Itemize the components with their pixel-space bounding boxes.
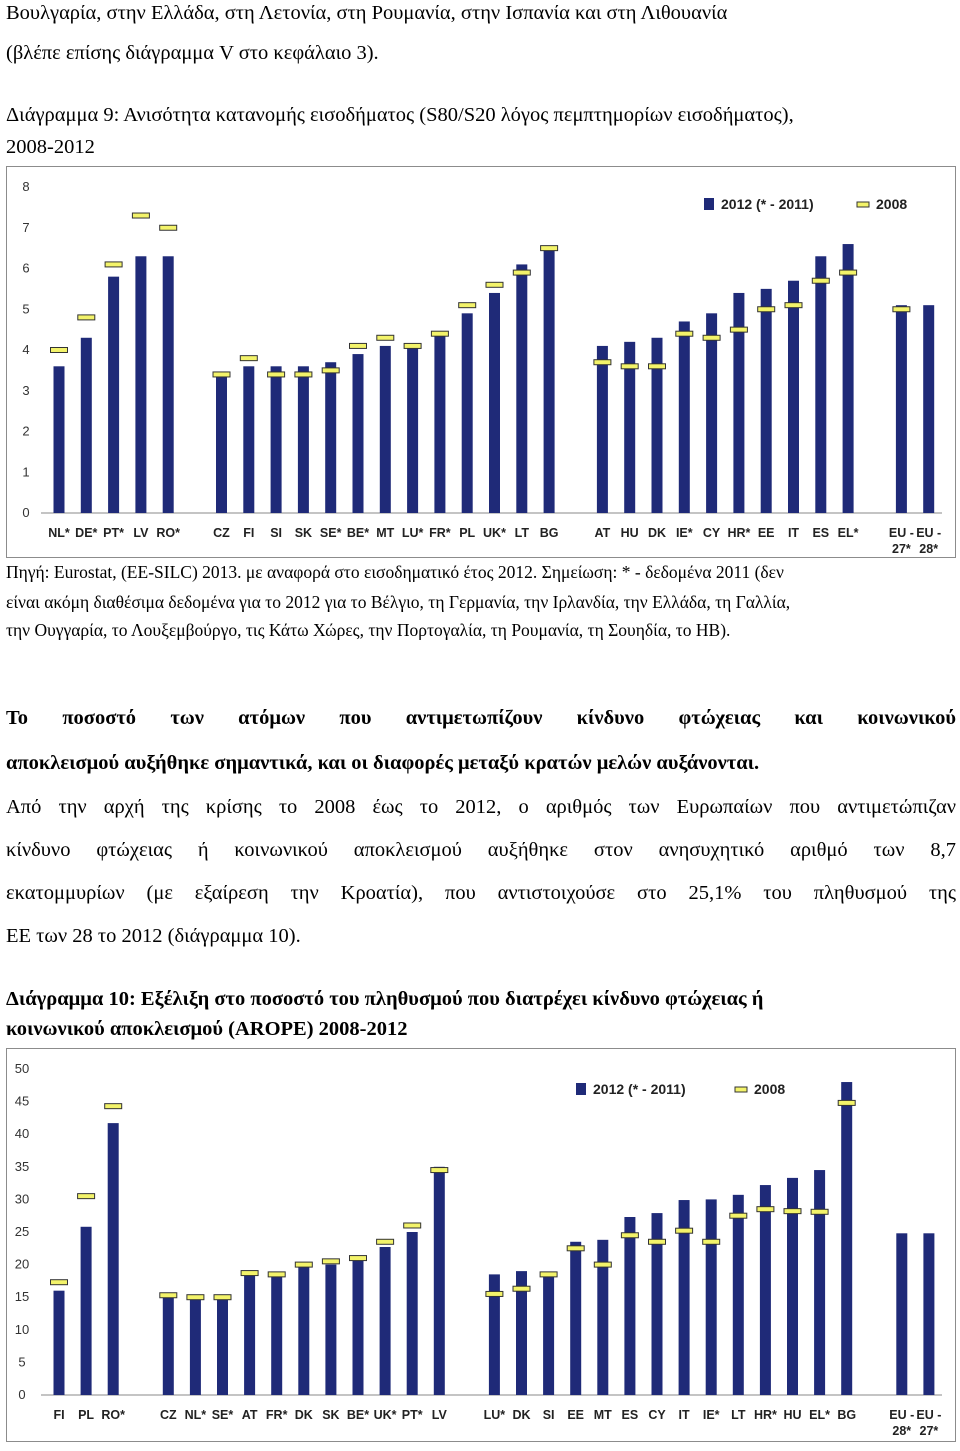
- marker-2008: [431, 1168, 448, 1173]
- bar: [923, 305, 934, 513]
- marker-2008: [540, 1272, 557, 1277]
- y-tick-label: 6: [22, 260, 30, 276]
- bar: [679, 321, 690, 513]
- marker-2008: [513, 1286, 530, 1291]
- body-line-4: ΕΕ των 28 το 2012 (διάγραμμα 10).: [6, 925, 301, 947]
- bar: [788, 281, 799, 513]
- marker-2008: [621, 364, 638, 369]
- category-label: NL*: [48, 526, 70, 540]
- marker-2008: [377, 1239, 394, 1244]
- bar: [244, 1274, 255, 1395]
- marker-2008: [78, 315, 95, 320]
- headline-line-2: αποκλεισμού αυξήθηκε σημαντικά, και οι διαφορές μεταξύ κρατών μελών αυξάνονται.: [6, 752, 760, 774]
- marker-2008: [541, 246, 558, 251]
- category-label: PL: [78, 1408, 95, 1422]
- marker-2008: [459, 303, 476, 308]
- marker-2008: [431, 331, 448, 336]
- chart-10-svg: [7, 1049, 955, 1441]
- category-label: DE*: [75, 526, 98, 540]
- y-tick-label: 5: [18, 1354, 26, 1370]
- marker-2008: [757, 1207, 774, 1212]
- bar: [624, 1217, 635, 1395]
- category-label: CY: [648, 1408, 666, 1422]
- category-label: SK: [294, 526, 313, 540]
- bar: [108, 1123, 119, 1395]
- marker-2008: [758, 307, 775, 312]
- bar: [706, 1199, 717, 1395]
- y-tick-label: 30: [14, 1191, 30, 1207]
- legend-swatch-2008: [857, 202, 869, 207]
- bar: [706, 313, 717, 513]
- bar: [271, 366, 282, 513]
- category-label: DK: [512, 1408, 531, 1422]
- bar: [570, 1242, 581, 1395]
- bar: [597, 346, 608, 513]
- category-label: LU*: [401, 526, 424, 540]
- marker-2008: [78, 1194, 95, 1199]
- marker-2008: [187, 1295, 204, 1300]
- bar: [761, 289, 772, 513]
- bar: [325, 1265, 336, 1395]
- category-label: SI: [542, 1408, 555, 1422]
- category-label: EU -27*: [916, 1408, 942, 1438]
- chart10-caption-line-2: κοινωνικού αποκλεισμού (AROPE) 2008-2012: [6, 1018, 408, 1040]
- marker-2008: [730, 327, 747, 332]
- marker-2008: [377, 335, 394, 340]
- marker-2008: [51, 1280, 68, 1285]
- category-label: HR*: [727, 526, 751, 540]
- y-tick-label: 35: [14, 1158, 30, 1174]
- marker-2008: [51, 348, 68, 353]
- bar: [733, 1195, 744, 1395]
- category-label: FR*: [429, 526, 451, 540]
- y-tick-label: 7: [22, 219, 30, 235]
- marker-2008: [105, 1104, 122, 1109]
- bar: [814, 1170, 825, 1395]
- chart9-note-line-1: Πηγή: Eurostat, (EE-SILC) 2013. με αναφορά στο εισοδηματικό έτος 2012. Σημείωση: * - δεδομένα 2011 (δεν: [6, 562, 784, 582]
- category-label: BG: [837, 1408, 857, 1422]
- marker-2008: [621, 1233, 638, 1238]
- bar: [815, 256, 826, 513]
- marker-2008: [513, 270, 530, 275]
- bar: [217, 1297, 228, 1395]
- category-label: FI: [53, 1408, 65, 1422]
- marker-2008: [213, 372, 230, 377]
- bar: [380, 346, 391, 513]
- bar: [896, 1233, 907, 1395]
- bar: [841, 1082, 852, 1395]
- bar: [216, 374, 227, 513]
- category-label: MT: [593, 1408, 612, 1422]
- category-label: BG: [539, 526, 559, 540]
- chart-10: [6, 1048, 956, 1442]
- bar: [108, 277, 119, 513]
- marker-2008: [784, 1209, 801, 1214]
- category-label: NL*: [184, 1408, 207, 1422]
- category-label: LV: [133, 526, 149, 540]
- marker-2008: [404, 1223, 421, 1228]
- category-label: PT*: [103, 526, 125, 540]
- bar: [353, 354, 364, 513]
- y-tick-label: 0: [22, 505, 30, 520]
- marker-2008: [350, 343, 367, 348]
- category-label: AT: [241, 1408, 258, 1422]
- chart9-caption-line-1: Διάγραμμα 9: Ανισότητα κατανομής εισοδήματος (S80/S20 λόγος πεμπτημορίων εισοδήματος),: [6, 104, 794, 126]
- category-label: DK: [647, 526, 667, 540]
- bar: [298, 1266, 309, 1395]
- category-label: BE*: [346, 1408, 370, 1422]
- intro-line-1: Βουλγαρία, στην Ελλάδα, στη Λετονία, στη Ρουμανία, στην Ισπανία και στη Λιθουανία: [6, 2, 728, 24]
- bar: [923, 1233, 934, 1395]
- chart9-note-line-3: την Ουγγαρία, το Λουξεμβούργο, τις Κάτω Χώρες, την Πορτογαλία, τη Ρουμανία, τη Σουηδία, το ΗΒ).: [6, 620, 731, 640]
- category-label: HU: [620, 526, 639, 540]
- legend-label-2008: 2008: [876, 196, 908, 212]
- category-label: LT: [514, 526, 529, 540]
- marker-2008: [676, 331, 693, 336]
- bar: [462, 313, 473, 513]
- bar: [353, 1258, 364, 1395]
- marker-2008: [812, 278, 829, 283]
- y-tick-label: 25: [14, 1224, 30, 1239]
- legend-label-2012: 2012 (* - 2011): [721, 196, 814, 212]
- bar: [843, 244, 854, 513]
- category-label: DK: [294, 1408, 313, 1422]
- bar: [543, 1272, 554, 1395]
- y-tick-label: 5: [22, 301, 30, 317]
- chart-9-svg: [7, 167, 955, 557]
- marker-2008: [350, 1256, 367, 1261]
- bar: [54, 1291, 65, 1395]
- category-label: FI: [243, 526, 255, 540]
- bar: [407, 1232, 418, 1395]
- marker-2008: [594, 360, 611, 365]
- category-label: CZ: [213, 526, 230, 540]
- category-label: SE*: [319, 526, 342, 540]
- y-tick-label: 10: [14, 1321, 30, 1337]
- category-label: AT: [594, 526, 611, 540]
- category-label: EE: [757, 526, 775, 540]
- marker-2008: [649, 364, 666, 369]
- category-label: HU: [783, 1408, 802, 1422]
- y-tick-label: 15: [14, 1289, 30, 1305]
- bar: [190, 1297, 201, 1395]
- bar: [135, 256, 146, 513]
- chart10-caption-line-1: Διάγραμμα 10: Εξέλιξη στο ποσοστό του πληθυσμού που διατρέχει κίνδυνο φτώχειας ή: [6, 988, 764, 1010]
- body-line-3: εκατομμυρίων (με εξαίρεση την Κροατία), που αντιστοιχούσε στο 25,1% του πληθυσμού της: [6, 882, 956, 904]
- marker-2008: [295, 1262, 312, 1267]
- category-label: FR*: [265, 1408, 288, 1422]
- marker-2008: [785, 303, 802, 308]
- marker-2008: [649, 1239, 666, 1244]
- category-label: UK*: [483, 526, 506, 540]
- marker-2008: [268, 372, 285, 377]
- category-label: IT: [678, 1408, 690, 1422]
- bar: [516, 264, 527, 513]
- legend-label-2012: 2012 (* - 2011): [593, 1081, 686, 1097]
- y-tick-label: 2: [22, 423, 30, 439]
- category-label: SI: [270, 526, 283, 540]
- marker-2008: [567, 1246, 584, 1251]
- marker-2008: [404, 343, 421, 348]
- marker-2008: [730, 1213, 747, 1218]
- category-label: EL*: [809, 1408, 831, 1422]
- y-tick-label: 40: [14, 1126, 30, 1142]
- marker-2008: [703, 335, 720, 340]
- category-label: CY: [702, 526, 721, 540]
- intro-line-2: (βλέπε επίσης διάγραμμα V στο κεφάλαιο 3).: [6, 42, 379, 64]
- category-label: EU -28*: [916, 526, 942, 556]
- bar: [271, 1274, 282, 1395]
- bar: [434, 334, 445, 513]
- category-label: LV: [431, 1408, 447, 1422]
- bar: [163, 256, 174, 513]
- bar: [380, 1247, 391, 1395]
- category-label: BE*: [346, 526, 370, 540]
- bar: [163, 1297, 174, 1395]
- marker-2008: [486, 1291, 503, 1296]
- chart9-note-line-2: είναι ακόμη διαθέσιμα δεδομένα για το 2012 για το Βέλγιο, τη Γερμανία, την Ιρλανδία, την Ελλάδα, τη Γαλλία,: [6, 592, 791, 612]
- category-label: LT: [731, 1408, 746, 1422]
- category-label: EU -27*: [888, 526, 914, 556]
- bar: [407, 346, 418, 513]
- marker-2008: [268, 1272, 285, 1277]
- y-tick-label: 45: [14, 1093, 30, 1109]
- legend-label-2008: 2008: [754, 1081, 786, 1097]
- legend-swatch-2008: [735, 1087, 747, 1092]
- category-label: IE*: [702, 1408, 720, 1422]
- category-label: SK: [322, 1408, 340, 1422]
- marker-2008: [322, 1259, 339, 1264]
- bar: [434, 1167, 445, 1395]
- bar: [81, 1227, 92, 1395]
- marker-2008: [105, 262, 122, 267]
- category-label: EU -28*: [889, 1408, 915, 1438]
- marker-2008: [132, 213, 149, 218]
- category-label: ES: [621, 1408, 639, 1422]
- category-label: RO*: [101, 1408, 126, 1422]
- bar: [325, 362, 336, 513]
- body-line-2: κίνδυνο φτώχειας ή κοινωνικού αποκλεισμού αυξήθηκε στον ανησυχητικό αριθμό των 8,7: [6, 839, 956, 861]
- legend-swatch-2012: [576, 1083, 586, 1095]
- category-label: CZ: [159, 1408, 177, 1422]
- category-label: UK*: [373, 1408, 397, 1422]
- category-label: RO*: [156, 526, 181, 540]
- category-label: HR*: [753, 1408, 777, 1422]
- chart-9: [6, 166, 956, 558]
- category-label: EE: [567, 1408, 585, 1422]
- bar: [489, 293, 500, 513]
- category-label: SE*: [211, 1408, 234, 1422]
- marker-2008: [240, 356, 257, 361]
- bar: [81, 338, 92, 513]
- category-label: MT: [376, 526, 395, 540]
- marker-2008: [160, 1293, 177, 1298]
- marker-2008: [322, 368, 339, 373]
- body-line-1: Από την αρχή της κρίσης το 2008 έως το 2012, ο αριθμός των Ευρωπαίων που αντιμετώπιζαν: [6, 796, 956, 818]
- bar: [243, 366, 254, 513]
- legend-swatch-2012: [704, 198, 714, 210]
- y-tick-label: 20: [14, 1256, 30, 1272]
- y-tick-label: 3: [22, 382, 30, 398]
- y-tick-label: 8: [22, 179, 30, 194]
- y-tick-label: 1: [22, 464, 30, 480]
- category-label: IE*: [675, 526, 693, 540]
- marker-2008: [893, 307, 910, 312]
- marker-2008: [160, 225, 177, 230]
- y-tick-label: 50: [14, 1061, 30, 1076]
- category-label: IT: [787, 526, 800, 540]
- bar: [298, 366, 309, 513]
- y-tick-label: 0: [18, 1387, 26, 1402]
- marker-2008: [594, 1262, 611, 1267]
- category-label: ES: [812, 526, 830, 540]
- y-tick-label: 4: [22, 342, 30, 357]
- marker-2008: [486, 282, 503, 287]
- bar: [760, 1185, 771, 1395]
- marker-2008: [703, 1239, 720, 1244]
- marker-2008: [214, 1295, 231, 1300]
- bar: [54, 366, 65, 513]
- marker-2008: [295, 372, 312, 377]
- category-label: LU*: [483, 1408, 506, 1422]
- headline-line-1: Το ποσοστό των ατόμων που αντιμετωπίζουν κίνδυνο φτώχειας και κοινωνικού: [6, 707, 956, 729]
- category-label: EL*: [837, 526, 859, 540]
- bar: [733, 293, 744, 513]
- category-label: PT*: [401, 1408, 423, 1422]
- category-label: PL: [459, 526, 476, 540]
- chart9-caption-line-2: 2008-2012: [6, 136, 95, 158]
- bar: [896, 305, 907, 513]
- marker-2008: [676, 1228, 693, 1233]
- marker-2008: [811, 1209, 828, 1214]
- marker-2008: [840, 270, 857, 275]
- marker-2008: [241, 1271, 258, 1276]
- bar: [544, 248, 555, 513]
- marker-2008: [838, 1100, 855, 1105]
